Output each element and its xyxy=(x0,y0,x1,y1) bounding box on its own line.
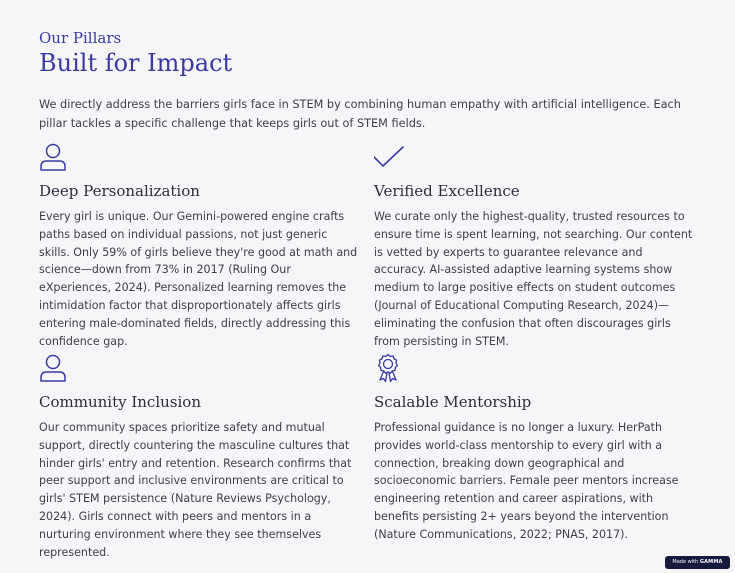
pillar-body: Our community spaces prioritize safety and mutual support, directly countering the masculine cultures that hinder girls' entry and retention. Research confirms that peer support and inclusive environments are critical to girls' STEM persistence (Nature Reviews Psychology, 2024). Girls connect with peers and mentors in a nurturing environment where they see themselves represented. xyxy=(39,421,352,559)
page-title: Built for Impact xyxy=(39,49,233,77)
pillar-body: We curate only the highest-quality, trusted resources to ensure time is spent learning, not searching. Our content is vetted by experts to guarantee relevance and accuracy. AI-assisted adaptive learning systems show medium to large positive effects on student outcomes (Journal of Educational Computing Research, 2024)—eliminating the confusion that often discourages girls from persisting in STEM. xyxy=(374,210,693,348)
award-ribbon-icon xyxy=(374,353,404,383)
section-eyebrow: Our Pillars xyxy=(39,29,122,47)
badge-brand: GAMMA xyxy=(699,559,723,565)
pillar-title: Scalable Mentorship xyxy=(374,393,532,411)
pillar-body: Every girl is unique. Our Gemini-powered engine crafts paths based on individual passions, not just generic skills. Only 59% of girls believe they're good at math and science—down from 73% in 2017 (Ruling Our eXperiences, 2024). Personalized learning removes the intimidation factor that disproportionately affects girls entering male-dominated fields, directly addressing this confidence gap. xyxy=(39,210,358,348)
made-with-badge[interactable] xyxy=(665,556,730,569)
user-icon xyxy=(39,353,69,383)
badge-prefix: Made with xyxy=(672,559,699,565)
pillar-title: Deep Personalization xyxy=(39,182,200,200)
intro-paragraph: We directly address the barriers girls face in STEM by combining human empathy with artificial intelligence. Each pillar tackles a specific challenge that keeps girls out of STEM fields. xyxy=(39,98,681,130)
pillar-title: Community Inclusion xyxy=(39,393,201,411)
checkmark-icon xyxy=(374,142,404,172)
pillar-title: Verified Excellence xyxy=(374,182,520,200)
user-icon xyxy=(39,142,69,172)
pillar-body: Professional guidance is no longer a luxury. HerPath provides world-class mentorship to every girl with a connection, breaking down geographical and socioeconomic barriers. Female peer mentors increase engineering retention and career aspirations, with benefits persisting 2+ years beyond the intervention (Nature Communications, 2022; PNAS, 2017). xyxy=(374,421,679,541)
